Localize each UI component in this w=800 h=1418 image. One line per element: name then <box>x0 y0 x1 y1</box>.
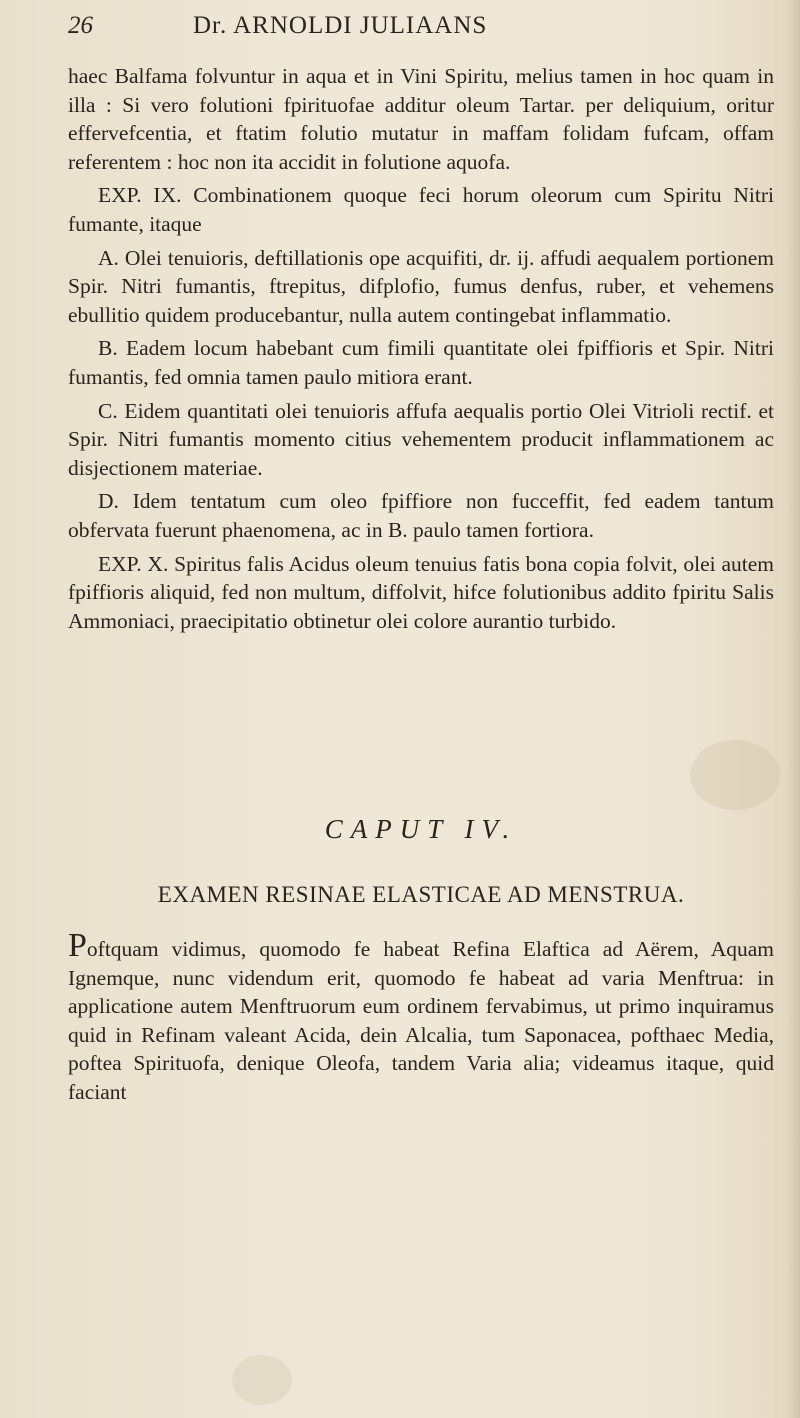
paragraph: EXP. X. Spiritus falis Acidus oleum tenuius fatis bona copia folvit, olei autem fpiffioris aliquid, fed non multum, diffolvit, hifce folutionibus addito fpiritu Salis Ammoniaci, praecipitatio obtinetur olei colore aurantio turbido. <box>68 551 774 633</box>
chapter-title: EXAMEN RESINAE ELASTICAE AD MENSTRUA. <box>157 882 685 907</box>
paragraph: C. Eidem quantitati olei tenuioris affufa aequalis portio Olei Vitrioli rectif. et Spir. Nitri fumantis momento citius vehementem producit inflammationem ac disjectionem materiae. <box>68 398 774 480</box>
page-header <box>68 6 768 46</box>
running-head: Dr. ARNOLDI JULIAANS <box>193 12 488 39</box>
paragraph: D. Idem tentatum cum oleo fpiffiore non fucceffit, fed eadem tantum obfervata fuerunt phaenomena, ac in B. paulo tamen fortiora. <box>68 489 774 542</box>
chapter-heading: CAPUT IV. <box>324 814 518 844</box>
paragraph: B. Eadem locum habebant cum fimili quantitate olei fpiffioris et Spir. Nitri fumantis, fed omnia tamen paulo mitiora erant. <box>68 336 774 389</box>
paragraph: haec Balfama folvuntur in aqua et in Vini Spiritu, melius tamen in hoc quam in illa : Si vero folutioni fpirituofae additur oleum Tartar. per deliquium, oritur effervefcentia, et ftatim folutio mutatur in maffam folidam fufcam, offam referentem : hoc non ita accidit in folutione aquofa. <box>68 64 774 174</box>
chapter-body-text <box>68 927 774 1107</box>
page-edge-shadow <box>786 0 800 1418</box>
paragraph: A. Olei tenuioris, deftillationis ope acquifiti, dr. ij. affudi aequalem portionem Spir. Nitri fumantis, ftrepitus, difplofio, fumus denfus, ruber, et vehemens ebullitio quidem producebantur, nulla autem contingebat inflammatio. <box>68 245 774 327</box>
paragraph <box>68 927 774 1107</box>
paragraph-body: oftquam vidimus, quomodo fe habeat Refina Elaftica ad Aërem, Aquam Ignemque, nunc videndum erit, quomodo fe habeat ad varia Menftrua: in applicatione autem Menftruorum eum ordinem fervabimus, ut primo inquiramus quid in Refinam valeant Acida, dein Alcalia, tum Saponacea, pofthaec Media, poftea Spirituofa, denique Oleofa, tandem Varia alia; videamus itaque, quid faciant <box>68 937 774 1104</box>
page-number: 26 <box>68 12 93 39</box>
body-text <box>68 62 774 640</box>
page-stain <box>232 1355 292 1405</box>
page-stain <box>690 740 780 810</box>
paragraph: EXP. IX. Combinationem quoque feci horum oleorum cum Spiritu Nitri fumante, itaque <box>68 183 774 236</box>
initial-letter: P <box>68 927 87 964</box>
